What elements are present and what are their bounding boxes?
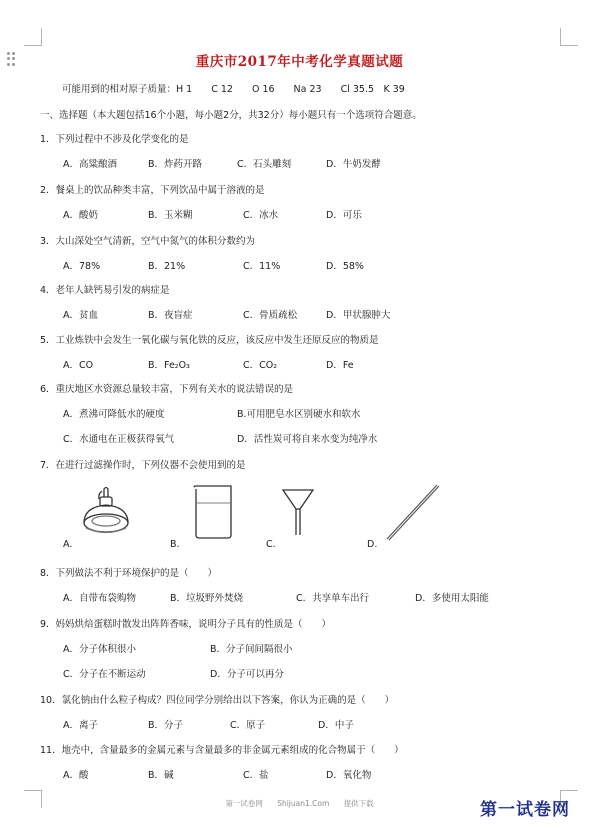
option: B．分子间间隔很小 bbox=[210, 644, 293, 655]
option: C．11% bbox=[243, 261, 281, 272]
option: A．贫血 bbox=[63, 310, 98, 321]
funnel-figure bbox=[281, 487, 315, 537]
option: B.可用肥皂水区别硬水和软水 bbox=[237, 409, 361, 420]
footer-site: 第一试卷网 bbox=[225, 799, 263, 808]
option: C．水通电在正极获得氧气 bbox=[63, 434, 175, 445]
option: D．分子可以再分 bbox=[210, 669, 284, 680]
section-heading: 一、选择题（本大题包括16个小题，每小题2分，共32分）每小题只有一个选项符合题意。 bbox=[40, 110, 422, 121]
option: D．牛奶发酵 bbox=[326, 159, 381, 170]
option: C．原子 bbox=[230, 720, 266, 731]
option: A．酸 bbox=[63, 770, 89, 781]
option: D．中子 bbox=[318, 720, 354, 731]
option: A．煮沸可降低水的硬度 bbox=[63, 409, 165, 420]
alcohol-lamp-figure bbox=[78, 485, 134, 537]
option: A．离子 bbox=[63, 720, 98, 731]
option: B．Fe₂O₃ bbox=[148, 360, 190, 371]
option: B. bbox=[170, 539, 180, 550]
question-stem: 2．餐桌上的饮品种类丰富，下列饮品中属于溶液的是 bbox=[40, 185, 265, 196]
option: C．分子在不断运动 bbox=[63, 669, 146, 680]
beaker-figure bbox=[190, 483, 236, 541]
question-stem: 10．氯化钠由什么粒子构成？四位同学分别给出以下答案，你认为正确的是（ ） bbox=[40, 695, 395, 706]
question-stem: 6．重庆地区水资源总量较丰富，下列有关水的说法错误的是 bbox=[40, 384, 294, 395]
footer-url[interactable]: Shijuan1.Com bbox=[277, 799, 330, 808]
option: D．多使用太阳能 bbox=[415, 593, 489, 604]
option: A. bbox=[63, 539, 73, 550]
brand-logo: 第一试卷网 bbox=[480, 800, 570, 820]
option: B．21% bbox=[148, 261, 186, 272]
option: B．垃圾野外焚烧 bbox=[170, 593, 244, 604]
option: B．玉米糊 bbox=[148, 210, 193, 221]
question-stem: 11．地壳中，含量最多的金属元素与含量最多的非金属元素组成的化合物属于（ ） bbox=[40, 745, 404, 756]
question-stem: 4．老年人缺钙易引发的病症是 bbox=[40, 285, 170, 296]
option: D．58% bbox=[326, 261, 364, 272]
crop-mark-top-left bbox=[24, 28, 42, 46]
option: B．分子 bbox=[148, 720, 184, 731]
page-title: 重庆市2017年中考化学真题试题 bbox=[195, 54, 404, 70]
option: A．高粱酿酒 bbox=[63, 159, 117, 170]
option: A．自带布袋购物 bbox=[63, 593, 136, 604]
option: A．分子体积很小 bbox=[63, 644, 136, 655]
option: C. bbox=[266, 539, 276, 550]
crop-mark-top-right bbox=[560, 28, 578, 46]
option: B．碱 bbox=[148, 770, 174, 781]
option: B．夜盲症 bbox=[148, 310, 193, 321]
footer-note: 提供下载 bbox=[343, 799, 374, 808]
option: C．冰水 bbox=[243, 210, 279, 221]
option: D. bbox=[367, 539, 378, 550]
question-stem: 3．大山深处空气清新，空气中氮气的体积分数约为 bbox=[40, 236, 256, 247]
question-stem: 9．妈妈烘焙蛋糕时散发出阵阵香味，说明分子具有的性质是（ ） bbox=[40, 619, 332, 630]
question-stem: 1．下列过程中不涉及化学变化的是 bbox=[40, 134, 189, 145]
option: D．Fe bbox=[326, 360, 354, 371]
option: D．活性炭可将自来水变为纯净水 bbox=[237, 434, 378, 445]
glass-rod-figure bbox=[383, 481, 443, 543]
option: C．CO₂ bbox=[243, 360, 278, 371]
question-stem: 7．在进行过滤操作时，下列仪器不会使用到的是 bbox=[40, 460, 246, 471]
option: C．共享单车出行 bbox=[296, 593, 370, 604]
question-stem: 5．工业炼铁中会发生一氧化碳与氧化铁的反应，该反应中发生还原反应的物质是 bbox=[40, 335, 379, 346]
option: C．骨质疏松 bbox=[243, 310, 298, 321]
question-stem: 8．下列做法不利于环境保护的是（ ） bbox=[40, 568, 218, 579]
option: D．氧化物 bbox=[326, 770, 372, 781]
option: A．78% bbox=[63, 261, 101, 272]
atomic-masses: 可能用到的相对原子质量：H 1 C 12 O 16 Na 23 Cl 35.5 K 39 bbox=[62, 84, 405, 95]
option: D．甲状腺肿大 bbox=[326, 310, 391, 321]
option: C．盐 bbox=[243, 770, 269, 781]
option: A．酸奶 bbox=[63, 210, 98, 221]
option: A．CO bbox=[63, 360, 94, 371]
option: B．炸药开路 bbox=[148, 159, 203, 170]
option: C．石头雕刻 bbox=[237, 159, 292, 170]
option: D．可乐 bbox=[326, 210, 362, 221]
